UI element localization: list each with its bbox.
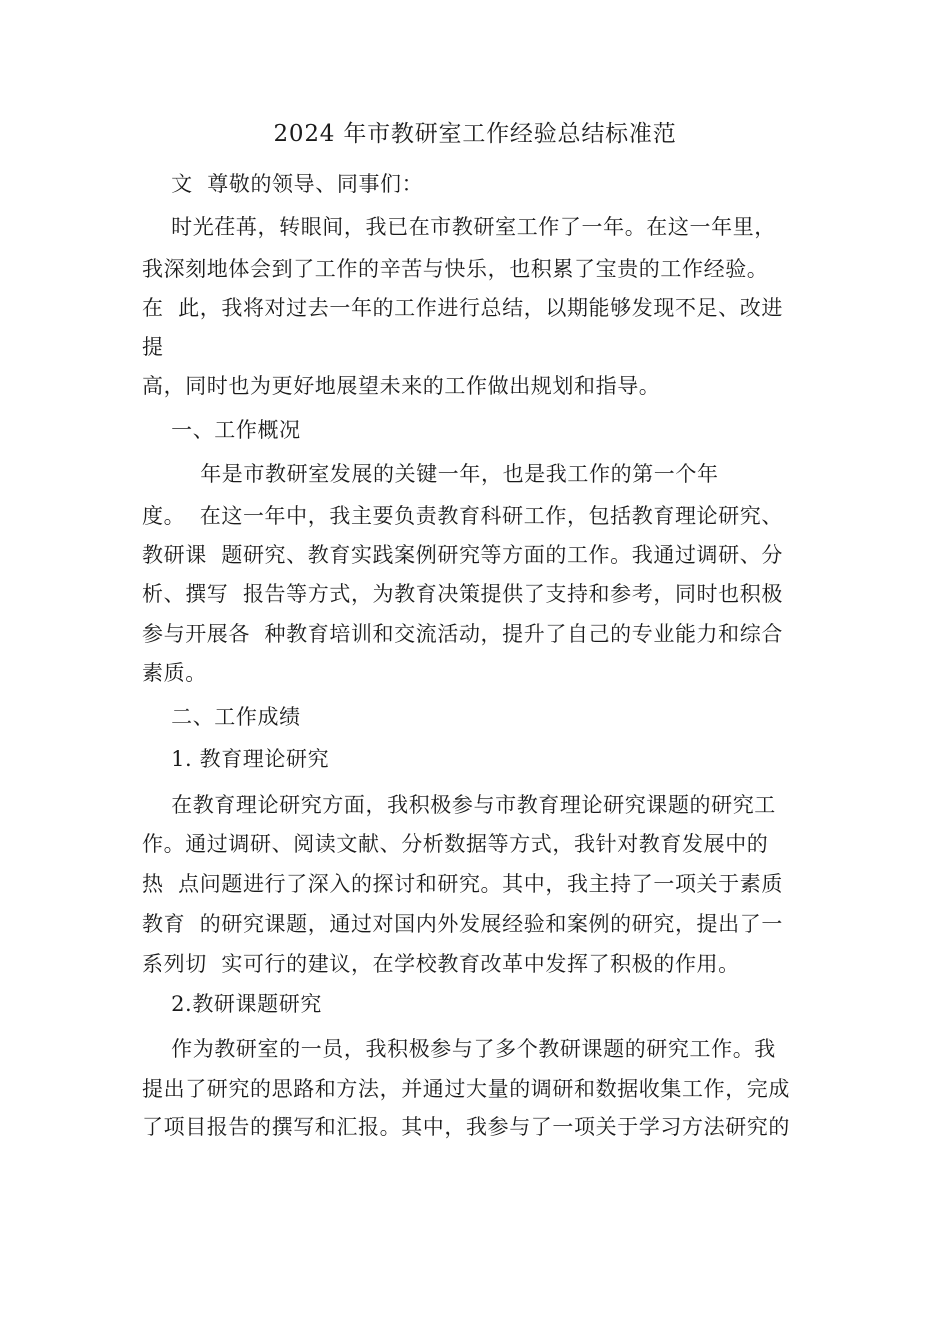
paragraph-line: 系列切 实可行的建议，在学校教育改革中发挥了积极的作用。	[142, 952, 740, 976]
section-heading: 一、工作概况	[142, 418, 301, 442]
paragraph-line: 时光荏苒，转眼间，我已在市教研室工作了一年。在这一年里，	[142, 215, 776, 239]
paragraph-line: 在 此，我将对过去一年的工作进行总结，以期能够发现不足、改进	[142, 296, 783, 320]
subsection-heading: 1. 教育理论研究	[142, 747, 330, 771]
section-heading: 二、工作成绩	[142, 705, 301, 729]
paragraph-line: 作为教研室的一员，我积极参与了多个教研课题的研究工作。我	[142, 1037, 776, 1061]
paragraph-line: 了项目报告的撰写和汇报。其中，我参与了一项关于学习方法研究的	[142, 1115, 790, 1139]
paragraph-line: 教研课 题研究、教育实践案例研究等方面的工作。我通过调研、分	[142, 543, 783, 567]
paragraph-line: 高，同时也为更好地展望未来的工作做出规划和指导。	[142, 374, 661, 398]
paragraph-line: 我深刻地体会到了工作的辛苦与快乐，也积累了宝贵的工作经验。	[142, 257, 769, 281]
paragraph-line: 参与开展各 种教育培训和交流活动，提升了自己的专业能力和综合	[142, 622, 783, 646]
salutation-line: 文 尊敬的领导、同事们：	[142, 172, 424, 196]
paragraph-line: 教育 的研究课题，通过对国内外发展经验和案例的研究，提出了一	[142, 912, 783, 936]
paragraph-line: 热 点问题进行了深入的探讨和研究。其中，我主持了一项关于素质	[142, 872, 783, 896]
subsection-heading: 2.教研课题研究	[142, 992, 322, 1016]
paragraph-line: 析、撰写 报告等方式，为教育决策提供了支持和参考，同时也积极	[142, 582, 783, 606]
paragraph-line: 在教育理论研究方面，我积极参与市教育理论研究课题的研究工	[142, 793, 776, 817]
paragraph-line: 作。通过调研、阅读文献、分析数据等方式，我针对教育发展中的	[142, 832, 769, 856]
paragraph-line: 提	[142, 335, 164, 359]
paragraph-line: 素质。	[142, 661, 207, 685]
document-title: 2024 年市教研室工作经验总结标准范	[273, 121, 677, 147]
paragraph-line: 提出了研究的思路和方法，并通过大量的调研和数据收集工作，完成	[142, 1077, 790, 1101]
paragraph-line: 年是市教研室发展的关键一年，也是我工作的第一个年	[142, 462, 719, 486]
paragraph-line: 度。 在这一年中，我主要负责教育科研工作，包括教育理论研究、	[142, 504, 783, 528]
